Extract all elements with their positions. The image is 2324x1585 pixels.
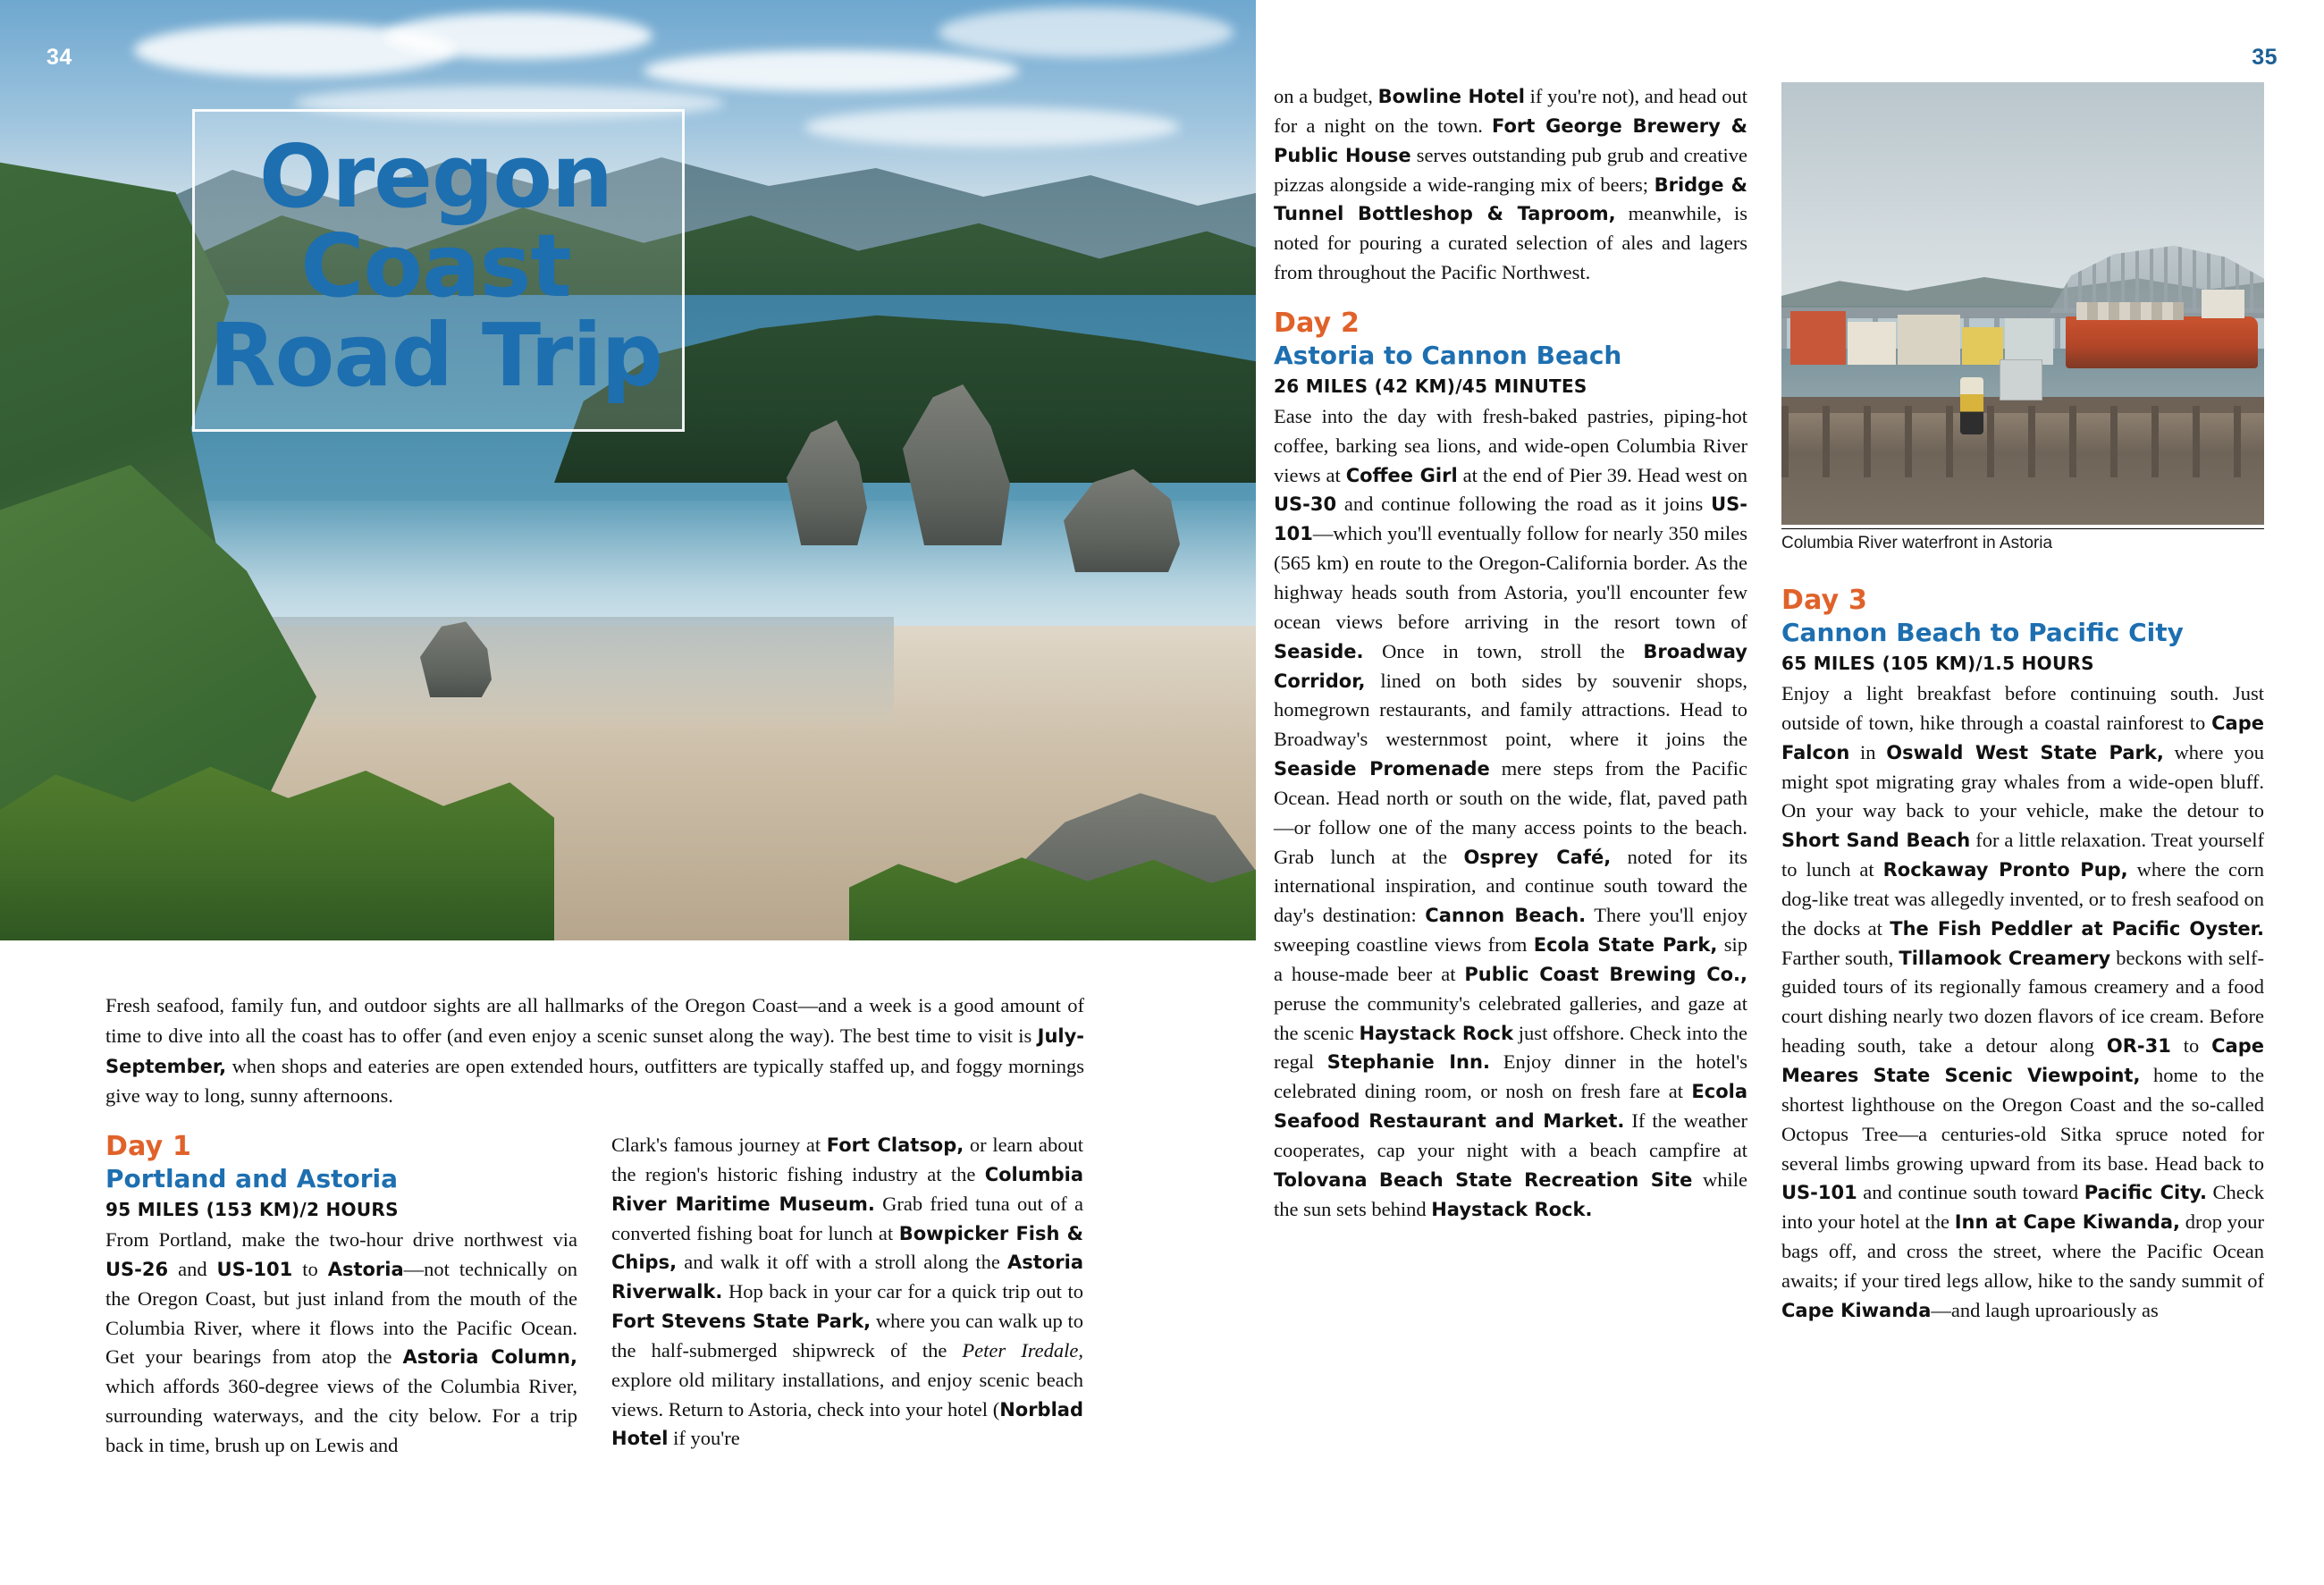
cloud [644,50,1019,91]
folio-left: 34 [46,45,72,70]
cloud [939,7,1234,57]
building [1898,315,1960,365]
day1-paragraph-a: From Portland, make the two-hour drive northwest via US-26 and US-101 to Astoria—not technically on the Oregon Coast, but just inland from the mouth of the Columbia River, where it flows into the Pacific Ocean. Get your bearings from atop the Astoria Column, which affords 360-degree views of the Columbia River, surrounding waterways, and the city below. For a trip back in time, brush up on Lewis and [105,1228,577,1456]
day3-paragraph: Enjoy a light breakfast before continuing south. Just outside of town, hike through a coastal rainforest to Cape Falcon in Oswald West State Park, where you might spot migrating gray whales from a wide-open bluff. On your way back to your vehicle, make the detour to Short Sand Beach for a little relaxation. Treat yourself to lunch at Rockaway Pronto Pup, where the corn dog-like treat was allegedly invented, or to fresh seafood on the docks at The Fish Peddler at Pacific Oyster. Farther south, Tillamook Creamery beckons with self-guided tours of its regionally famous creamery and a food court dishing nearly two dozen flavors of ice cream. Before heading south, take a detour along OR-31 to Cape Meares State Scenic Viewpoint, home to the shortest lighthouse on the Oregon Coast and the so-called Octopus Tree—a centuries-old Sitka spruce noted for several limbs growing upward from its base. Head back to US-101 and continue south toward Pacific City. Check into your hotel at the Inn at Cape Kiwanda, drop your bags off, and cross the street, where the Pacific Ocean awaits; if your tired legs allow, hike to the sandy summit of Cape Kiwanda—and laugh uproariously as [1781,682,2265,1321]
utility-box [2000,359,2042,400]
title-line-2: Coast [300,215,571,316]
day3-stats: 65 MILES (105 KM)/1.5 HOURS [1781,653,2094,674]
shipping-containers [2076,302,2184,320]
astoria-waterfront-photo [1781,82,2264,525]
left-column-2 [611,1131,1083,1461]
day2-paragraph: Ease into the day with fresh-baked pastries, piping-hot coffee, barking sea lions, and wide-open Columbia River views at Coffee Girl at the end of Pier 39. Head west on US-30 and continue following the road as it joins US-101—which you'll eventually follow for nearly 350 miles (565 km) en route to the Oregon-California border. As the highway heads south from Astoria, you'll encounter few ocean views before arriving in the resort town of Seaside. Once in town, stroll the Broadway Corridor, lined on both sides by souvenir shops, homegrown restaurants, and family attractions. Head to Broadway's westernmost point, where it joins the Seaside Promenade mere steps from the Pacific Ocean. Head north or south on the wide, flat, paved path—or follow one of the many access points to the beach. Grab lunch at the Osprey Café, noted for its international inspiration, and continue south toward the day's destination: Cannon Beach. There you'll enjoy sweeping coastline views from Ecola State Park, sip a house-made beer at Public Coast Brewing Co., peruse the community's celebrated galleries, and gaze at the scenic Haystack Rock just offshore. Check into the regal Stephanie Inn. Enjoy dinner in the hotel's celebrated dining room, or nosh on fresh fare at Ecola Seafood Restaurant and Market. If the weather cooperates, cap your night with a beach campfire at Tolovana Beach State Recreation Site while the sun sets behind Haystack Rock. [1274,404,1748,1220]
hero-image [0,0,1256,940]
title-line-1: Oregon [258,126,613,227]
railing-posts [1781,406,2264,477]
caption-rule [1781,528,2264,529]
day3-title: Cannon Beach to Pacific City [1781,618,2184,647]
cargo-ship [2066,316,2258,368]
right-column-1 [1274,82,1747,1225]
building [1790,311,1846,365]
waterfront-buildings [1789,293,2057,365]
day2-stats: 26 MILES (42 KM)/45 MINUTES [1274,375,1587,397]
right-column-2 [1781,585,2264,1326]
day2-title: Astoria to Cannon Beach [1274,340,1622,370]
building [2005,318,2053,365]
intro-paragraph: Fresh seafood, family fun, and outdoor sights are all hallmarks of the Oregon Coast—and a week is a good amount of time to dive into all the coast has to offer (and even enjoy a scenic sunset along the way). The best time to visit is July-September, when shops and eateries are open extended hours, outfitters are typically staffed up, and foggy mornings give way to long, sunny afternoons. [105,994,1084,1108]
left-column-1 [105,1131,577,1461]
folio-right: 35 [2252,45,2278,70]
right-page [1256,0,2324,1585]
building [1848,322,1896,365]
day1-paragraph-b: Clark's famous journey at Fort Clatsop, or learn about the region's historic fishing industry at the Columbia River Maritime Museum. Grab fried tuna out of a converted fishing boat for lunch at Bowpicker Fish & Chips, and walk it off with a stroll along the Astoria Riverwalk. Hop back in your car for a quick trip out to Fort Stevens State Park, where you can walk up to the half-submerged shipwreck of the Peter Iredale, explore old military installations, and enjoy scenic beach views. Return to Astoria, check into your hotel (Norblad Hotel if you're [611,1134,1083,1450]
day1-label: Day 1 [105,1131,192,1162]
day1-continuation: on a budget, Bowline Hotel if you're not), and head out for a night on the town. Fort George Brewery & Public House serves outstanding pub grub and creative pizzas alongside a wide-ranging mix of beers; Bridge & Tunnel Bottleshop & Taproom, meanwhile, is noted for pouring a curated selection of ales and lagers from throughout the Pacific Northwest. [1274,85,1748,284]
left-columns [105,1131,1084,1461]
ship-superstructure [2202,290,2244,318]
dock-bollard [1960,377,1983,434]
cloud [384,13,653,59]
right-content [1256,82,2324,1530]
page-title [192,126,679,406]
day1-title: Portland and Astoria [105,1164,399,1193]
day2-label: Day 2 [1274,307,1360,339]
day1-stats: 95 MILES (153 KM)/2 HOURS [105,1199,399,1220]
day3-label: Day 3 [1781,585,1868,616]
cloud [804,107,1180,147]
photo-caption: Columbia River waterfront in Astoria [1781,534,2053,552]
title-line-3: Road Trip [208,304,663,406]
building [1962,327,2003,365]
